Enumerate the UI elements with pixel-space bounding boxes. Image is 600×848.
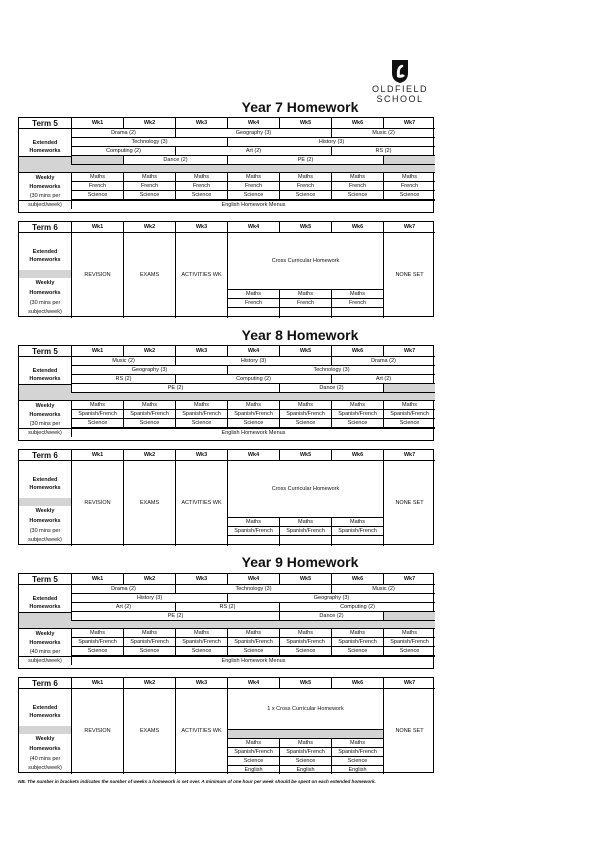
y9-t5-gap-shade	[383, 612, 435, 621]
y7-t5-table	[18, 117, 434, 213]
y8-t6-subject-week-label: subject/week)	[28, 536, 62, 543]
y9-t6-extended-label: Extended Homeworks	[29, 705, 61, 719]
y8-t6-revision: REVISION	[71, 461, 123, 546]
y8-t5-weekly-sci: Science	[331, 419, 383, 428]
y9-t6-week-header: Wk2	[123, 678, 175, 689]
y9-t5-weekly-sci: Science	[331, 647, 383, 656]
y7-t6-cross-curricular: Cross Curricular Homework	[227, 233, 383, 289]
y8-t5-weekly-maths: Maths	[71, 401, 123, 410]
y7-t5-week-header: Wk1	[71, 118, 123, 129]
y7-t5-weekly-lang: French	[123, 182, 175, 191]
y9-t6-weekly-lang: Spanish/French	[279, 747, 331, 756]
y7-t6-week-header: Wk2	[123, 222, 175, 233]
y8-t5-weekly-maths: Maths	[279, 401, 331, 410]
y7-t6-revision: REVISION	[71, 233, 123, 318]
y8-t6-term-label: Term 6	[19, 450, 71, 461]
y7-t5-weekly-maths: Maths	[383, 173, 435, 182]
y7-t5-weekly-sci: Science	[175, 191, 227, 200]
y8-t6-weekly-blank	[279, 535, 331, 546]
y7-t5-weekly-sci: Science	[331, 191, 383, 200]
y8-t5-extended-r3-subject: Computing (2)	[175, 375, 331, 384]
y9-t6-weekly-sci: Science	[279, 756, 331, 765]
y7-t5-extended-r3-subject: RS (2)	[331, 147, 435, 156]
footnote: NB. The number in brackets indicates the number of weeks a homework is set over. A minimum of one hour per week should be spent on each extended homework.	[18, 779, 376, 784]
y7-t5-weekly-lang: French	[227, 182, 279, 191]
y9-t5-week-header: Wk5	[279, 574, 331, 585]
y9-t5-weekly-sci: Science	[383, 647, 435, 656]
y8-t6-week-header: Wk5	[279, 450, 331, 461]
y8-t5-extended-r2-subject: Technology (3)	[227, 366, 435, 375]
y9-t5-weekly-sci: Science	[279, 647, 331, 656]
y8-t6-homeworks-label: Homeworks	[29, 517, 61, 524]
y9-t5-weekly-maths: Maths	[71, 629, 123, 638]
y8-t5-weekly-maths: Maths	[175, 401, 227, 410]
y9-t6-term-label: Term 6	[19, 678, 71, 689]
y7-t6-none-set: NONE SET	[383, 233, 435, 318]
y8-t5-weekly-lang: Spanish/French	[331, 410, 383, 419]
y9-t5-weekly-lang: Spanish/French	[331, 638, 383, 647]
y9-t5-week-header: Wk1	[71, 574, 123, 585]
y8-t6-gap-shade	[19, 498, 71, 506]
school-logo	[352, 58, 448, 104]
y9-t6-cross-curricular: 1 x Cross Curricular Homework	[227, 689, 383, 729]
y7-t5-week-header: Wk2	[123, 118, 175, 129]
y9-t5-weekly-lang: Spanish/French	[123, 638, 175, 647]
y7-t5-extended-r2-subject: History (3)	[227, 138, 435, 147]
y9-t5-extended-r3-subject: Art (2)	[71, 603, 175, 612]
y9-t6-weekly-eng: English	[227, 765, 279, 774]
y8-t5-weekly-sci: Science	[279, 419, 331, 428]
y7-t6-gap-shade	[19, 270, 71, 278]
y7-t5-weekly-sci: Science	[279, 191, 331, 200]
y9-t5-weekly-maths: Maths	[123, 629, 175, 638]
y9-t5-weekly-maths: Maths	[227, 629, 279, 638]
y9-t6-weekly-label: Weekly	[35, 735, 55, 742]
y7-t6-weekly-label: Weekly	[35, 279, 55, 286]
y8-t5-gap-shade	[383, 384, 435, 393]
y9-t5-term-label: Term 5	[19, 574, 71, 585]
y7-t5-weekly-maths: Maths	[331, 173, 383, 182]
y9-t5-homeworks-label: Homeworks	[29, 639, 61, 646]
year8-title: Year 8 Homework	[241, 327, 359, 343]
y7-t5-weekly-sci: Science	[383, 191, 435, 200]
y9-t5-extended-r2-subject: History (3)	[71, 594, 227, 603]
y9-t6-gap-shade	[19, 726, 71, 734]
y8-t5-weekly-sci: Science	[175, 419, 227, 428]
y8-t5-english-menus: English Homework Menus	[71, 428, 435, 437]
y7-t5-extended-r1-subject: Drama (2)	[71, 129, 175, 138]
y8-t5-weekly-sci: Science	[383, 419, 435, 428]
y7-t6-weekly-maths: Maths	[227, 289, 279, 298]
y9-t5-week-header: Wk2	[123, 574, 175, 585]
y9-t6-table	[18, 677, 434, 773]
y7-t5-weekly-maths: Maths	[71, 173, 123, 182]
y7-t6-weekly-maths: Maths	[279, 289, 331, 298]
y7-t6-homeworks-label: Homeworks	[29, 289, 61, 296]
y7-t5-weekly-maths: Maths	[175, 173, 227, 182]
y7-t5-week-header: Wk5	[279, 118, 331, 129]
y8-t5-mins-label: (30 mins per	[29, 420, 61, 427]
y8-t5-weekly-lang: Spanish/French	[227, 410, 279, 419]
y8-t5-weekly-sci: Science	[123, 419, 175, 428]
y7-t6-week-header: Wk4	[227, 222, 279, 233]
y7-t5-week-header: Wk3	[175, 118, 227, 129]
y9-t5-weekly-sci: Science	[175, 647, 227, 656]
y7-t5-weekly-lang: French	[71, 182, 123, 191]
y8-t5-term-label: Term 5	[19, 346, 71, 357]
y9-t6-week-header: Wk1	[71, 678, 123, 689]
y8-t6-weekly-lang: Spanish/French	[227, 526, 279, 535]
y7-t6-weekly-maths: Maths	[331, 289, 383, 298]
y7-t5-extended-label: Extended Homeworks	[29, 140, 61, 154]
y9-t5-weekly-lang: Spanish/French	[175, 638, 227, 647]
y9-t5-weekly-lang: Spanish/French	[279, 638, 331, 647]
y9-t5-separator	[19, 621, 435, 629]
y9-t5-english-menus: English Homework Menus	[71, 656, 435, 665]
y8-t5-extended-r1-subject: History (3)	[175, 357, 331, 366]
y8-t5-extended-r1-subject: Music (2)	[71, 357, 175, 366]
y7-t6-week-header: Wk5	[279, 222, 331, 233]
y7-t5-extended-r2-subject: Technology (3)	[71, 138, 227, 147]
y7-t5-extended-r4-subject: Dance (2)	[123, 156, 227, 165]
y9-t5-week-header: Wk6	[331, 574, 383, 585]
y8-t5-weekly-label: Weekly	[35, 402, 55, 409]
y7-t5-subject-week-label: subject/week)	[19, 200, 71, 209]
y9-t6-weekly-lang: Spanish/French	[331, 747, 383, 756]
y8-t5-weekly-lang: Spanish/French	[279, 410, 331, 419]
y7-t5-week-header: Wk6	[331, 118, 383, 129]
y8-t6-week-header: Wk3	[175, 450, 227, 461]
y7-t6-weekly-lang: French	[331, 298, 383, 307]
y7-t5-weekly-sci: Science	[123, 191, 175, 200]
y8-t5-weekly-sci: Science	[71, 419, 123, 428]
y8-t6-weekly-label: Weekly	[35, 507, 55, 514]
y9-t5-extended-r1-subject: Music (2)	[331, 585, 435, 594]
y7-t5-mins-label: (30 mins per	[29, 192, 61, 199]
y9-t5-weekly-lang: Spanish/French	[227, 638, 279, 647]
y7-t5-gap-shade	[71, 156, 123, 165]
y8-t6-table	[18, 449, 434, 545]
y9-t5-mins-label: (40 mins per	[29, 648, 61, 655]
y7-t6-subject-week-label: subject/week)	[28, 308, 62, 315]
y9-t5-weekly-maths: Maths	[175, 629, 227, 638]
y8-t5-week-header: Wk7	[383, 346, 435, 357]
y7-t5-extended-r1-subject: Music (2)	[331, 129, 435, 138]
y9-t6-mins-label: (40 mins per	[29, 755, 61, 762]
y8-t5-weekly-lang: Spanish/French	[175, 410, 227, 419]
y7-t6-term-label: Term 6	[19, 222, 71, 233]
y9-t5-extended-label: Extended Homeworks	[29, 596, 61, 610]
y8-t5-extended-shade	[19, 384, 71, 393]
y8-t5-week-header: Wk6	[331, 346, 383, 357]
y8-t5-week-header: Wk1	[71, 346, 123, 357]
y8-t5-extended-r3-subject: RS (2)	[71, 375, 175, 384]
y8-t5-extended-r4-subject: Dance (2)	[279, 384, 383, 393]
y7-t6-weekly-blank	[331, 307, 383, 318]
y7-t5-extended-r1-subject: Geography (3)	[175, 129, 331, 138]
y8-t6-week-header: Wk4	[227, 450, 279, 461]
y8-t5-weekly-maths: Maths	[227, 401, 279, 410]
y7-t5-extended-r4-subject: PE (2)	[227, 156, 383, 165]
y9-t6-weekly-maths: Maths	[227, 738, 279, 747]
y9-t5-extended-r1-subject: Drama (2)	[71, 585, 175, 594]
y7-t5-extended-shade	[19, 156, 71, 165]
y7-t6-table	[18, 221, 434, 317]
logo-line-2: SCHOOL	[376, 94, 424, 104]
y8-t6-weekly-maths: Maths	[279, 517, 331, 526]
y9-t5-subject-week-label: subject/week)	[19, 656, 71, 665]
y7-t5-extended-r3-subject: Computing (2)	[71, 147, 175, 156]
y9-t6-weekly-sci: Science	[331, 756, 383, 765]
y7-t6-week-header: Wk6	[331, 222, 383, 233]
y9-t6-activities: ACTIVITIES WK	[175, 689, 227, 774]
y9-t5-weekly-maths: Maths	[383, 629, 435, 638]
y9-t5-extended-r3-subject: Computing (2)	[279, 603, 435, 612]
y8-t6-exams: EXAMS	[123, 461, 175, 546]
y9-t5-extended-shade	[19, 612, 71, 621]
y8-t5-weekly-sci: Science	[227, 419, 279, 428]
y8-t5-subject-week-label: subject/week)	[19, 428, 71, 437]
y9-t6-revision: REVISION	[71, 689, 123, 774]
y9-t5-extended-r2-subject: Geography (3)	[227, 594, 435, 603]
y9-t5-weekly-lang: Spanish/French	[383, 638, 435, 647]
y7-t5-week-header: Wk7	[383, 118, 435, 129]
y8-t5-weekly-lang: Spanish/French	[123, 410, 175, 419]
y7-t6-week-header: Wk1	[71, 222, 123, 233]
y7-t5-weekly-lang: French	[331, 182, 383, 191]
y7-t5-weekly-label: Weekly	[35, 174, 55, 181]
y9-t5-weekly-lang: Spanish/French	[71, 638, 123, 647]
y7-t5-weekly-lang: French	[383, 182, 435, 191]
y7-t5-extended-r3-subject: Art (2)	[175, 147, 331, 156]
y9-t6-weekly-maths: Maths	[331, 738, 383, 747]
y9-t5-weekly-sci: Science	[71, 647, 123, 656]
y8-t5-week-header: Wk4	[227, 346, 279, 357]
y7-t5-weekly-maths: Maths	[123, 173, 175, 182]
y8-t6-weekly-lang: Spanish/French	[331, 526, 383, 535]
y8-t6-week-header: Wk6	[331, 450, 383, 461]
y9-t5-weekly-maths: Maths	[331, 629, 383, 638]
y9-t5-extended-r1-subject: Technology (3)	[175, 585, 331, 594]
y7-t6-exams: EXAMS	[123, 233, 175, 318]
y7-t6-extended-label: Extended Homeworks	[29, 249, 61, 263]
y9-t5-weekly-label: Weekly	[35, 630, 55, 637]
logo-line-1: OLDFIELD	[371, 84, 428, 94]
y7-t6-week-header: Wk7	[383, 222, 435, 233]
y8-t5-weekly-maths: Maths	[331, 401, 383, 410]
y8-t6-weekly-blank	[227, 535, 279, 546]
y8-t5-week-header: Wk5	[279, 346, 331, 357]
y9-t5-extended-r4-subject: PE (2)	[71, 612, 279, 621]
y7-t6-weekly-lang: French	[279, 298, 331, 307]
y7-t5-weekly-sci: Science	[227, 191, 279, 200]
y9-t6-week-header: Wk7	[383, 678, 435, 689]
y8-t5-extended-r1-subject: Drama (2)	[331, 357, 435, 366]
y9-t5-table	[18, 573, 434, 669]
y7-t5-weekly-sci: Science	[71, 191, 123, 200]
y9-t6-week-header: Wk4	[227, 678, 279, 689]
y8-t6-weekly-maths: Maths	[331, 517, 383, 526]
y8-t5-week-header: Wk3	[175, 346, 227, 357]
y7-t6-weekly-lang: French	[227, 298, 279, 307]
year9-title: Year 9 Homework	[241, 554, 359, 570]
y7-t5-week-header: Wk4	[227, 118, 279, 129]
y7-t5-term-label: Term 5	[19, 118, 71, 129]
y8-t6-week-header: Wk7	[383, 450, 435, 461]
y9-t5-week-header: Wk3	[175, 574, 227, 585]
y8-t6-week-header: Wk1	[71, 450, 123, 461]
y8-t5-weekly-lang: Spanish/French	[71, 410, 123, 419]
y7-t6-week-header: Wk3	[175, 222, 227, 233]
y9-t5-week-header: Wk4	[227, 574, 279, 585]
y9-t6-week-header: Wk5	[279, 678, 331, 689]
y8-t6-weekly-blank	[331, 535, 383, 546]
y8-t6-mins-label: (30 mins per	[29, 527, 61, 534]
y7-t5-english-menus: English Homework Menus	[71, 200, 435, 209]
y9-t6-weekly-eng: English	[279, 765, 331, 774]
y8-t6-none-set: NONE SET	[383, 461, 435, 546]
year7-title: Year 7 Homework	[241, 99, 359, 115]
y9-t5-week-header: Wk7	[383, 574, 435, 585]
y8-t6-activities: ACTIVITIES WK	[175, 461, 227, 546]
y7-t5-homeworks-label: Homeworks	[29, 183, 61, 190]
y7-t5-weekly-lang: French	[279, 182, 331, 191]
y7-t6-weekly-blank	[227, 307, 279, 318]
y9-t6-week-header: Wk3	[175, 678, 227, 689]
y9-t6-exams: EXAMS	[123, 689, 175, 774]
y9-t5-extended-r4-subject: Dance (2)	[279, 612, 383, 621]
y8-t5-weekly-maths: Maths	[383, 401, 435, 410]
y7-t5-weekly-maths: Maths	[227, 173, 279, 182]
y9-t5-weekly-maths: Maths	[279, 629, 331, 638]
y9-t6-cc-shade	[227, 729, 383, 738]
y8-t5-extended-r4-subject: PE (2)	[71, 384, 279, 393]
y9-t6-none-set: NONE SET	[383, 689, 435, 774]
y8-t6-week-header: Wk2	[123, 450, 175, 461]
y7-t5-separator	[19, 165, 435, 173]
y9-t5-weekly-sci: Science	[227, 647, 279, 656]
y8-t6-weekly-lang: Spanish/French	[279, 526, 331, 535]
y9-t5-extended-r3-subject: RS (2)	[175, 603, 279, 612]
y8-t5-weekly-maths: Maths	[123, 401, 175, 410]
y9-t6-weekly-maths: Maths	[279, 738, 331, 747]
y8-t5-separator	[19, 393, 435, 401]
y8-t6-cross-curricular: Cross Curricular Homework	[227, 461, 383, 517]
y8-t5-extended-r3-subject: Art (2)	[331, 375, 435, 384]
y9-t6-homeworks-label: Homeworks	[29, 745, 61, 752]
y8-t5-week-header: Wk2	[123, 346, 175, 357]
y7-t5-weekly-maths: Maths	[279, 173, 331, 182]
y7-t5-weekly-lang: French	[175, 182, 227, 191]
y8-t5-homeworks-label: Homeworks	[29, 411, 61, 418]
y8-t5-table	[18, 345, 434, 441]
y8-t5-weekly-lang: Spanish/French	[383, 410, 435, 419]
y7-t6-activities: ACTIVITIES WK	[175, 233, 227, 318]
y9-t6-weekly-lang: Spanish/French	[227, 747, 279, 756]
y8-t5-extended-label: Extended Homeworks	[29, 368, 61, 382]
swan-icon	[388, 58, 412, 84]
y8-t5-extended-r2-subject: Geography (3)	[71, 366, 227, 375]
y9-t6-subject-week-label: subject/week)	[28, 764, 62, 771]
y9-t6-week-header: Wk6	[331, 678, 383, 689]
y8-t6-extended-label: Extended Homeworks	[29, 477, 61, 491]
y7-t6-weekly-blank	[279, 307, 331, 318]
y7-t6-mins-label: (30 mins per	[29, 299, 61, 306]
y7-t5-gap-shade	[383, 156, 435, 165]
y9-t5-weekly-sci: Science	[123, 647, 175, 656]
y9-t6-weekly-sci: Science	[227, 756, 279, 765]
y9-t6-weekly-eng: English	[331, 765, 383, 774]
y8-t6-weekly-maths: Maths	[227, 517, 279, 526]
